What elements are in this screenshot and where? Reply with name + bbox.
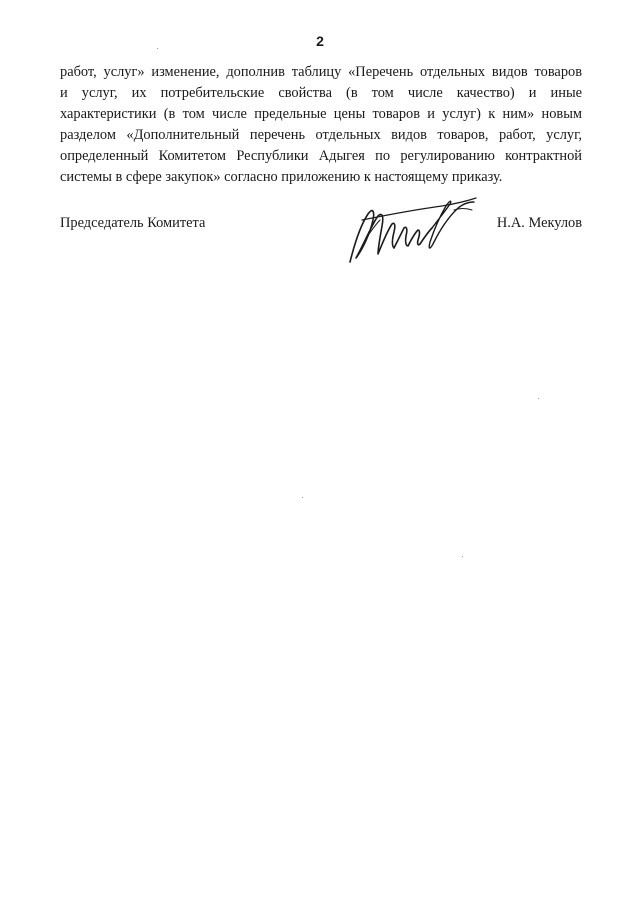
paragraph-line: работ, услуг» изменение, дополнив таблицу «Перечень отдельных видов товаров <box>60 64 582 80</box>
scan-speck <box>462 556 463 557</box>
paragraph-line: определенный Комитетом Республики Адыгея по регулированию контрактной <box>60 148 582 164</box>
paragraph-line: характеристики (в том числе предельные цены товаров и услуг) к ним» новым <box>60 106 582 122</box>
paragraph-line: и услуг, их потребительские свойства (в том числе качество) и иные <box>60 85 582 101</box>
handwritten-signature <box>342 180 482 270</box>
signature-block <box>60 212 582 272</box>
signer-name: Н.А. Мекулов <box>496 215 582 231</box>
scan-speck <box>302 497 303 498</box>
scan-speck <box>538 398 539 399</box>
scan-speck <box>157 48 158 49</box>
paragraph-line: системы в сфере закупок» согласно приложению к настоящему приказу. <box>60 169 503 185</box>
signer-title: Председатель Комитета <box>60 215 206 231</box>
page-number: 2 <box>316 33 324 49</box>
paragraph-line: разделом «Дополнительный перечень отдельных видов товаров, работ, услуг, <box>60 127 582 143</box>
body-paragraph <box>60 62 582 188</box>
